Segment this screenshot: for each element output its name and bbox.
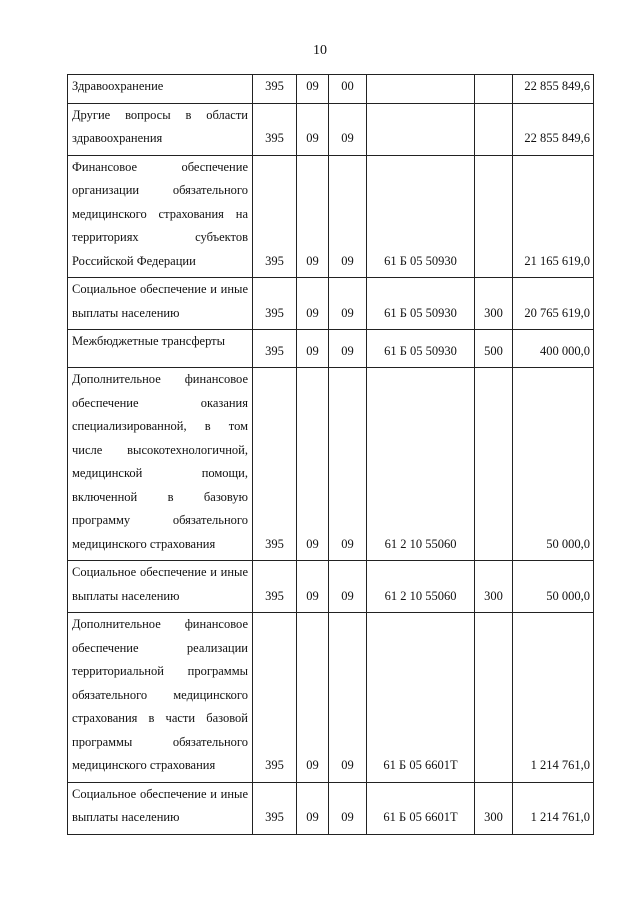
section-code: 09 — [297, 330, 329, 368]
subsection-code: 09 — [329, 330, 367, 368]
target-article: 61 2 10 55060 — [367, 561, 475, 613]
ministry-code: 395 — [253, 613, 297, 783]
expense-type: 300 — [475, 561, 513, 613]
section-code: 09 — [297, 103, 329, 155]
target-article — [367, 103, 475, 155]
row-name: Другие вопросы в области здравоохранения — [68, 103, 253, 155]
section-code: 09 — [297, 613, 329, 783]
target-article: 61 Б 05 50930 — [367, 278, 475, 330]
subsection-code: 09 — [329, 613, 367, 783]
expense-type — [475, 155, 513, 278]
ministry-code: 395 — [253, 278, 297, 330]
row-name: Финансовое обеспечение организации обязательного медицинского страхования на территориях субъектов Российской Федерации — [68, 155, 253, 278]
table-row — [68, 561, 594, 613]
expense-type — [475, 75, 513, 104]
row-name: Социальное обеспечение и иные выплаты населению — [68, 278, 253, 330]
ministry-code: 395 — [253, 782, 297, 834]
ministry-code: 395 — [253, 103, 297, 155]
expense-type — [475, 103, 513, 155]
target-article: 61 Б 05 50930 — [367, 155, 475, 278]
table-row — [68, 782, 594, 834]
row-name: Социальное обеспечение и иные выплаты населению — [68, 561, 253, 613]
table-row — [68, 103, 594, 155]
amount: 50 000,0 — [513, 368, 594, 561]
table-row — [68, 330, 594, 368]
amount: 21 165 619,0 — [513, 155, 594, 278]
table-row — [68, 278, 594, 330]
row-name: Дополнительное финансовое обеспечение реализации территориальной программы обязательного медицинского страхования в части базовой программы обязательного медицинского страхования — [68, 613, 253, 783]
table-row — [68, 75, 594, 104]
ministry-code: 395 — [253, 75, 297, 104]
subsection-code: 09 — [329, 561, 367, 613]
subsection-code: 00 — [329, 75, 367, 104]
table-row — [68, 368, 594, 561]
section-code: 09 — [297, 278, 329, 330]
amount: 22 855 849,6 — [513, 103, 594, 155]
expense-type: 300 — [475, 278, 513, 330]
amount: 22 855 849,6 — [513, 75, 594, 104]
target-article: 61 Б 05 50930 — [367, 330, 475, 368]
target-article: 61 Б 05 6601Т — [367, 782, 475, 834]
section-code: 09 — [297, 561, 329, 613]
expense-type: 500 — [475, 330, 513, 368]
row-name: Здравоохранение — [68, 75, 253, 104]
page-number: 10 — [313, 43, 327, 58]
subsection-code: 09 — [329, 278, 367, 330]
subsection-code: 09 — [329, 103, 367, 155]
amount: 1 214 761,0 — [513, 782, 594, 834]
subsection-code: 09 — [329, 782, 367, 834]
ministry-code: 395 — [253, 155, 297, 278]
amount: 50 000,0 — [513, 561, 594, 613]
amount: 20 765 619,0 — [513, 278, 594, 330]
row-name: Социальное обеспечение и иные выплаты населению — [68, 782, 253, 834]
target-article — [367, 75, 475, 104]
amount: 400 000,0 — [513, 330, 594, 368]
table-row — [68, 155, 594, 278]
expense-type — [475, 613, 513, 783]
ministry-code: 395 — [253, 330, 297, 368]
ministry-code: 395 — [253, 561, 297, 613]
expense-type: 300 — [475, 782, 513, 834]
ministry-code: 395 — [253, 368, 297, 561]
budget-table — [67, 74, 594, 835]
section-code: 09 — [297, 155, 329, 278]
section-code: 09 — [297, 368, 329, 561]
section-code: 09 — [297, 75, 329, 104]
expense-type — [475, 368, 513, 561]
subsection-code: 09 — [329, 368, 367, 561]
table-row — [68, 613, 594, 783]
target-article: 61 2 10 55060 — [367, 368, 475, 561]
row-name: Межбюджетные трансферты — [68, 330, 253, 368]
row-name: Дополнительное финансовое обеспечение оказания специализированной, в том числе высокотехнологичной, медицинской помощи, включенной в базовую программу обязательного медицинского страхования — [68, 368, 253, 561]
subsection-code: 09 — [329, 155, 367, 278]
amount: 1 214 761,0 — [513, 613, 594, 783]
target-article: 61 Б 05 6601Т — [367, 613, 475, 783]
section-code: 09 — [297, 782, 329, 834]
